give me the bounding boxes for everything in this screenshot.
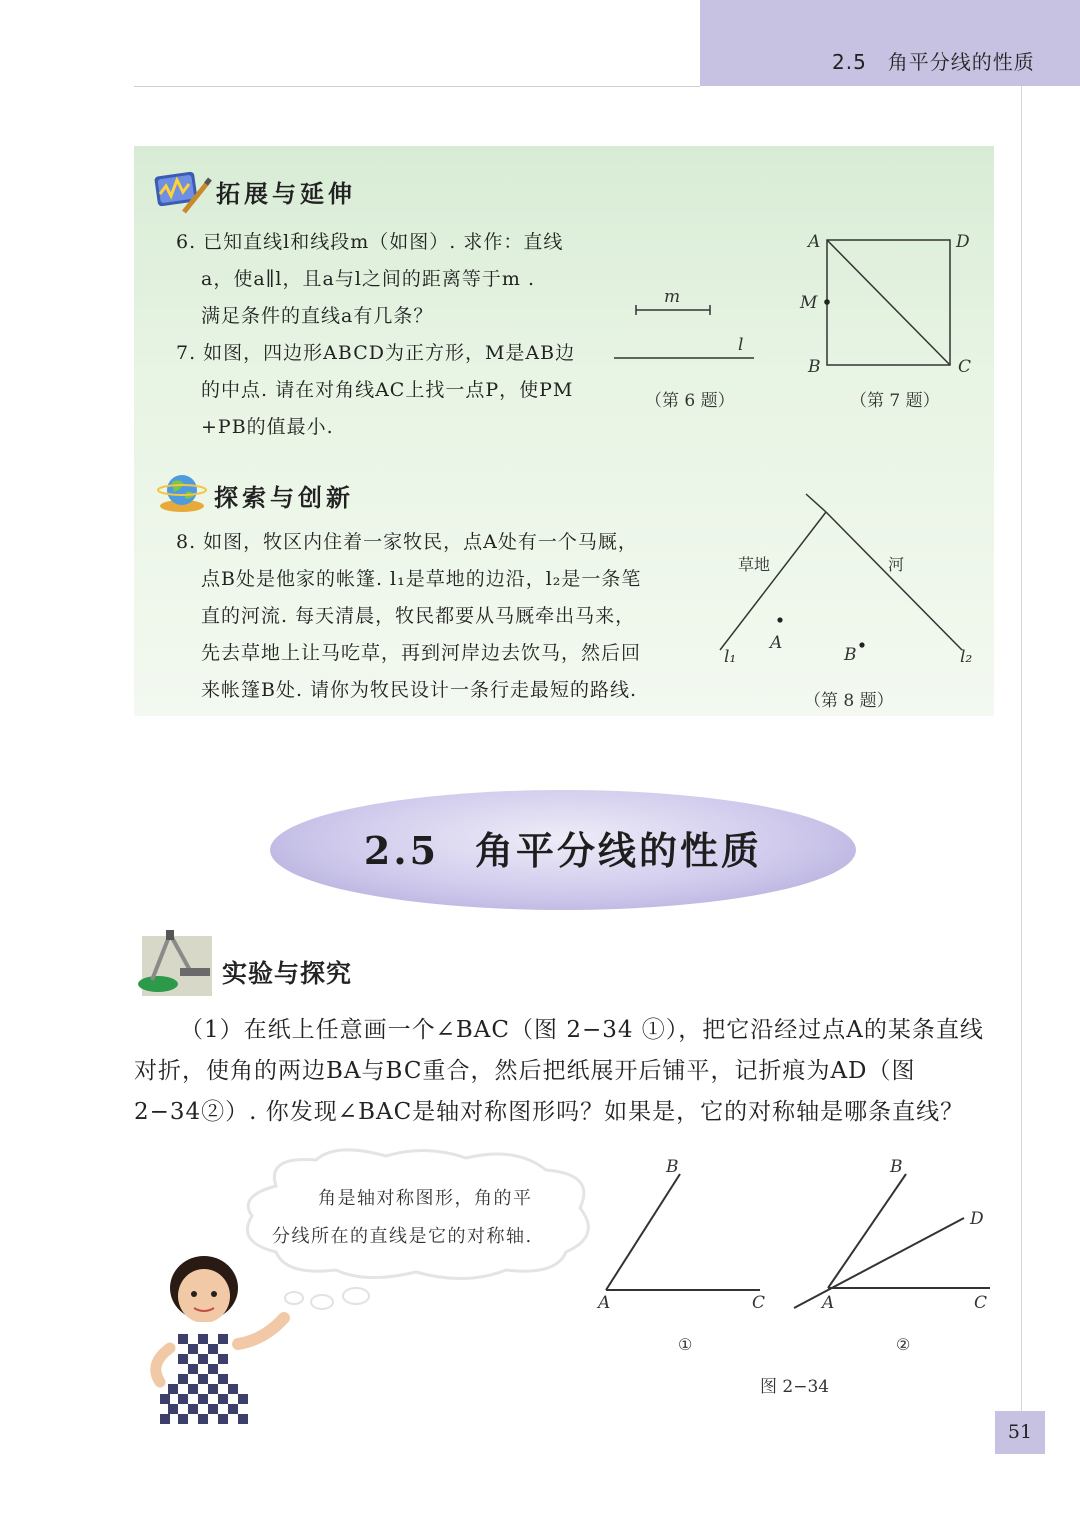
- extension-heading: 拓展与延伸: [216, 179, 356, 208]
- marker-1: ①: [678, 1335, 693, 1354]
- figure-7-caption: （第 7 题）: [850, 391, 940, 411]
- problem-6-line: a，使a∥l，且a与l之间的距离等于m .: [201, 268, 536, 290]
- explore-heading: 实验与探究: [222, 959, 353, 988]
- margin-rule: [1021, 86, 1022, 1446]
- figure-6-caption: （第 6 题）: [645, 391, 735, 411]
- label-b: B: [666, 1157, 679, 1177]
- label-a: A: [770, 633, 783, 653]
- figure-8-caption: （第 8 题）: [804, 691, 894, 711]
- problem-7-line: +PB的值最小.: [201, 416, 334, 438]
- globe-icon: [154, 470, 210, 514]
- section-title: [270, 820, 856, 875]
- label-m: M: [800, 293, 818, 313]
- line-l1: [720, 512, 826, 650]
- ray-ab: [606, 1174, 680, 1290]
- problem-6-line: 满足条件的直线a有几条？: [201, 305, 434, 327]
- compass-icon: [134, 928, 214, 998]
- point-b: [859, 642, 864, 647]
- ray-ad: [794, 1218, 964, 1308]
- page-number: 51: [1007, 1421, 1033, 1443]
- ray-ab: [828, 1174, 906, 1288]
- label-c: C: [958, 357, 972, 377]
- point-m: [824, 299, 830, 305]
- figure-2-34-1: [594, 1150, 784, 1360]
- label-m: m: [664, 287, 681, 307]
- label-b: B: [808, 357, 821, 377]
- innovation-heading: 探索与创新: [214, 483, 354, 512]
- label-d: D: [970, 1209, 984, 1229]
- label-a: A: [598, 1293, 611, 1313]
- problem-8-line: 来帐篷B处. 请你为牧民设计一条行走最短的路线.: [201, 679, 638, 701]
- label-l2: l₂: [960, 647, 973, 667]
- problem-8: [176, 524, 696, 709]
- problem-7-line: 7. 如图，四边形ABCD为正方形，M是AB边: [176, 342, 576, 364]
- girl-illustration: [134, 1252, 294, 1432]
- label-c: C: [752, 1293, 766, 1313]
- label-a: A: [808, 232, 821, 252]
- line-l2: [826, 512, 962, 650]
- label-c: C: [974, 1293, 988, 1313]
- label-a: A: [822, 1293, 835, 1313]
- explore-paragraph: [134, 1010, 1000, 1133]
- label-b: B: [890, 1157, 903, 1177]
- problem-7: [176, 335, 616, 446]
- figure-8: [712, 488, 982, 673]
- figure-2-34-2: [784, 1150, 1000, 1360]
- label-d: D: [956, 232, 970, 252]
- header-section-label: 2.5 角平分线的性质: [832, 50, 1035, 74]
- problem-6-line: 6. 已知直线l和线段m（如图）. 求作：直线: [176, 231, 564, 253]
- cloud-text: [272, 1180, 572, 1256]
- problem-7-line: 的中点. 请在对角线AC上找一点P，使PM: [201, 379, 574, 401]
- label-grass: 草地: [738, 555, 771, 574]
- point-a: [777, 617, 782, 622]
- figure-7: [792, 226, 982, 378]
- diagonal-ac: [827, 240, 950, 365]
- explore-text: （1）在纸上任意画一个∠BAC（图 2−34 ①），把它沿经过点A的某条直线对折，使角的两边BA与BC重合，然后把纸展开后铺平，记折痕为AD（图 2−34②）. 你发现∠BAC是轴对称图形吗？如果是，它的对称轴是哪条直线？: [134, 1017, 984, 1125]
- header-rule: [134, 86, 700, 87]
- label-river: 河: [888, 555, 905, 574]
- problem-8-line: 点B处是他家的帐篷. l₁是草地的边沿，l₂是一条笔: [201, 568, 642, 590]
- cloud-line: 分线所在的直线是它的对称轴.: [272, 1226, 533, 1247]
- figure-caption: 图 2−34: [760, 1377, 830, 1397]
- problem-8-line: 先去草地上让马吃草，再到河岸边去饮马，然后回: [201, 642, 642, 664]
- problem-8-line: 8. 如图，牧区内住着一家牧民，点A处有一个马厩，: [176, 531, 638, 553]
- section-number: 2.5: [363, 828, 440, 873]
- label-b: B: [844, 645, 857, 665]
- marker-2: ②: [896, 1335, 911, 1354]
- problem-6: [176, 224, 616, 335]
- chart-pen-icon: [154, 168, 212, 216]
- label-l1: l₁: [724, 647, 737, 667]
- label-l: l: [738, 335, 744, 355]
- cloud-line: 角是轴对称图形，角的平: [318, 1188, 533, 1209]
- figure-6: [604, 280, 764, 370]
- section-name: 角平分线的性质: [475, 828, 763, 873]
- problem-8-line: 直的河流. 每天清晨，牧民都要从马厩牵出马来，: [201, 605, 636, 627]
